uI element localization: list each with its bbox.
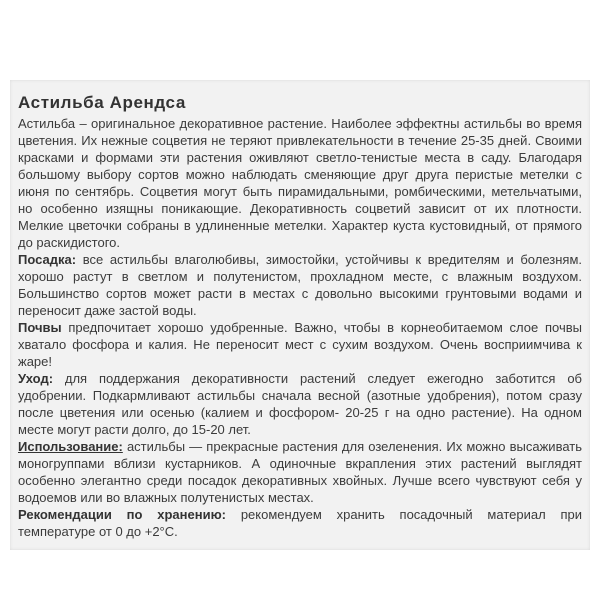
section-soil xyxy=(18,319,582,370)
section-storage-label: Рекомендации по хранению: xyxy=(18,507,227,522)
section-care xyxy=(18,370,582,438)
section-planting xyxy=(18,251,582,319)
intro-paragraph: Астильба – оригинальное декоративное растение. Наиболее эффектны астильбы во время цветения. Их нежные соцветия не теряют привлекательности в течение 25-35 дней. Своими красками и формами эти растения оживляют светло-тенистые места в саду. Благодаря большому выбору сортов можно наблюдать сменяющие друг друга перистые метелки с июня по сентябрь. Соцветия могут быть пирамидальными, ромбическими, метельчатыми, но особенно изящны поникающие. Декоративность соцветий зависит от их плотности. Мелкие цветочки собраны в удлиненные метелки. Характер куста кустовидный, от прямого до раскидистого. xyxy=(18,116,582,250)
section-planting-label: Посадка: xyxy=(18,252,77,267)
document-title: Астильба Арендса xyxy=(18,93,186,112)
section-usage-text: астильбы — прекрасные растения для озеленения. Их можно высаживать моногруппами вблизи кустарников. А одиночные вкрапления этих растений выглядят особенно элегантно среди посадок декоративных хвойных. Лучше всего чувствуют себя у водоемов или во влажных полутенистых местах. xyxy=(18,439,582,505)
section-care-label: Уход: xyxy=(18,371,54,386)
section-care-text: для поддержания декоративности растений следует ежегодно заботится об удобрении. Подкармливают астильбы сначала весной (азотные удобрения), потом сразу после цветения или осенью (калием и фосфором- 20-25 г на одно растение). На одном месте могут расти долго, до 15-20 лет. xyxy=(18,371,582,437)
section-soil-label: Почвы xyxy=(18,320,62,335)
label-text-block xyxy=(18,92,582,540)
section-storage xyxy=(18,506,582,540)
section-planting-text: все астильбы влаголюбивы, зимостойки, устойчивы к вредителям и болезням. хорошо растут в светлом и полутенистом, прохладном месте, с влажным воздухом. Большинство сортов может расти в местах с довольно высокими грунтовыми водами и переносит даже застой воды. xyxy=(18,252,582,318)
section-usage xyxy=(18,438,582,506)
section-soil-text: предпочитает хорошо удобренные. Важно, чтобы в корнеобитаемом слое почвы хватало фосфора и калия. Не переносит мест с сухим воздухом. Очень восприимчива к жаре! xyxy=(18,320,582,369)
section-storage-text: рекомендуем хранить посадочный материал при температуре от 0 до +2°С. xyxy=(18,507,582,539)
section-usage-label: Использование: xyxy=(18,439,123,454)
